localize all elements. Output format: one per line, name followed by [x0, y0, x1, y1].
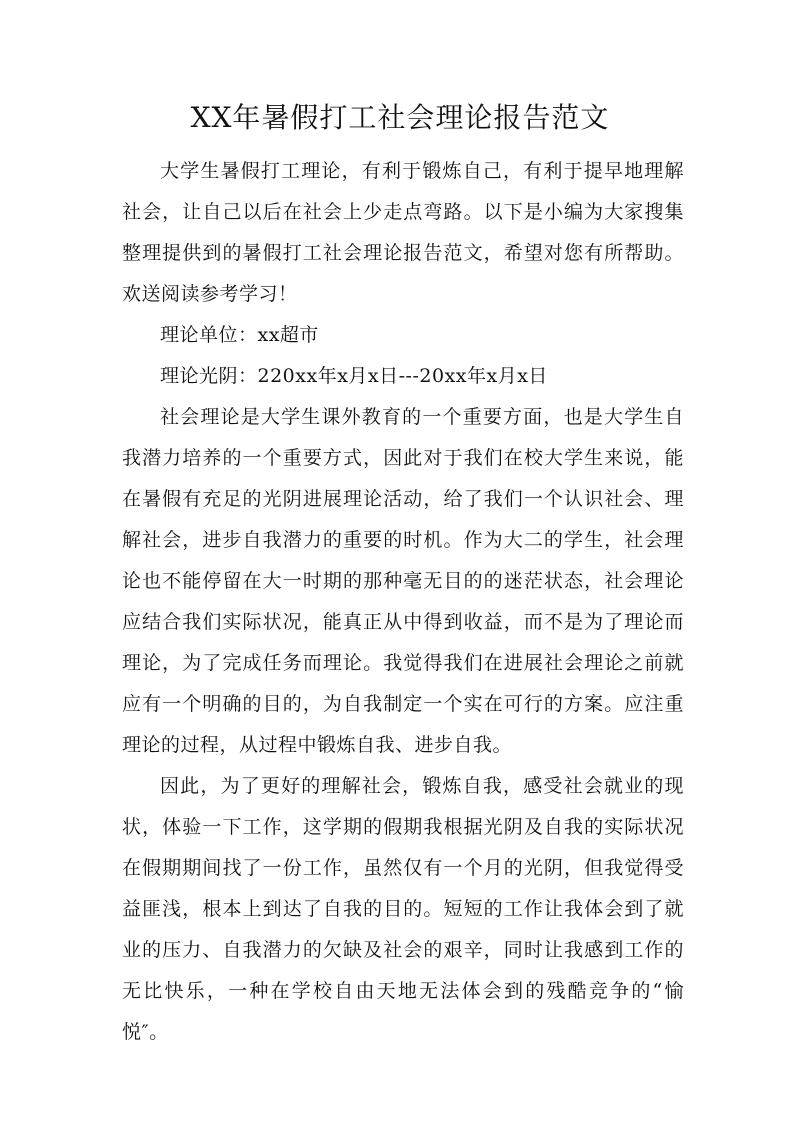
document-body — [122, 151, 684, 1053]
document-title: XX年暑假打工社会理论报告范文 — [190, 101, 610, 134]
body-paragraph: 社会理论是大学生课外教育的一个重要方面，也是大学生自我潜力培养的一个重要方式，因此对于我们在校大学生来说，能在暑假有充足的光阴进展理论活动，给了我们一个认识社会、理解社会，进步自我潜力的重要的时机。作为大二的学生，社会理论也不能停留在大一时期的那种毫无目的的迷茫状态，社会理论应结合我们实际状况，能真正从中得到收益，而不是为了理论而理论，为了完成任务而理论。我觉得我们在进展社会理论之前就应有一个明确的目的，为自我制定一个实在可行的方案。应注重理论的过程，从过程中锻炼自我、进步自我。 — [122, 406, 684, 756]
intro-paragraph: 大学生暑假打工理论，有利于锻炼自己，有利于提早地理解社会，让自己以后在社会上少走点弯路。以下是小编为大家搜集整理提供到的暑假打工社会理论报告范文，希望对您有所帮助。欢送阅读参考学习！ — [122, 160, 684, 305]
practice-unit-line: 理论单位：xx超市 — [160, 324, 319, 346]
practice-time-line: 理论光阴：220xx年x月x日---20xx年x月x日 — [160, 365, 548, 387]
body-paragraph: 因此，为了更好的理解社会，锻炼自我，感受社会就业的现状，体验一下工作，这学期的假期我根据光阴及自我的实际状况在假期期间找了一份工作，虽然仅有一个月的光阴，但我觉得受益匪浅，根本上到达了自我的目的。短短的工作让我体会到了就业的压力、自我潜力的欠缺及社会的艰辛，同时让我感到工作的无比快乐，一种在学校自由天地无法体会到的残酷竞争的“愉悦″。 — [122, 775, 684, 1043]
